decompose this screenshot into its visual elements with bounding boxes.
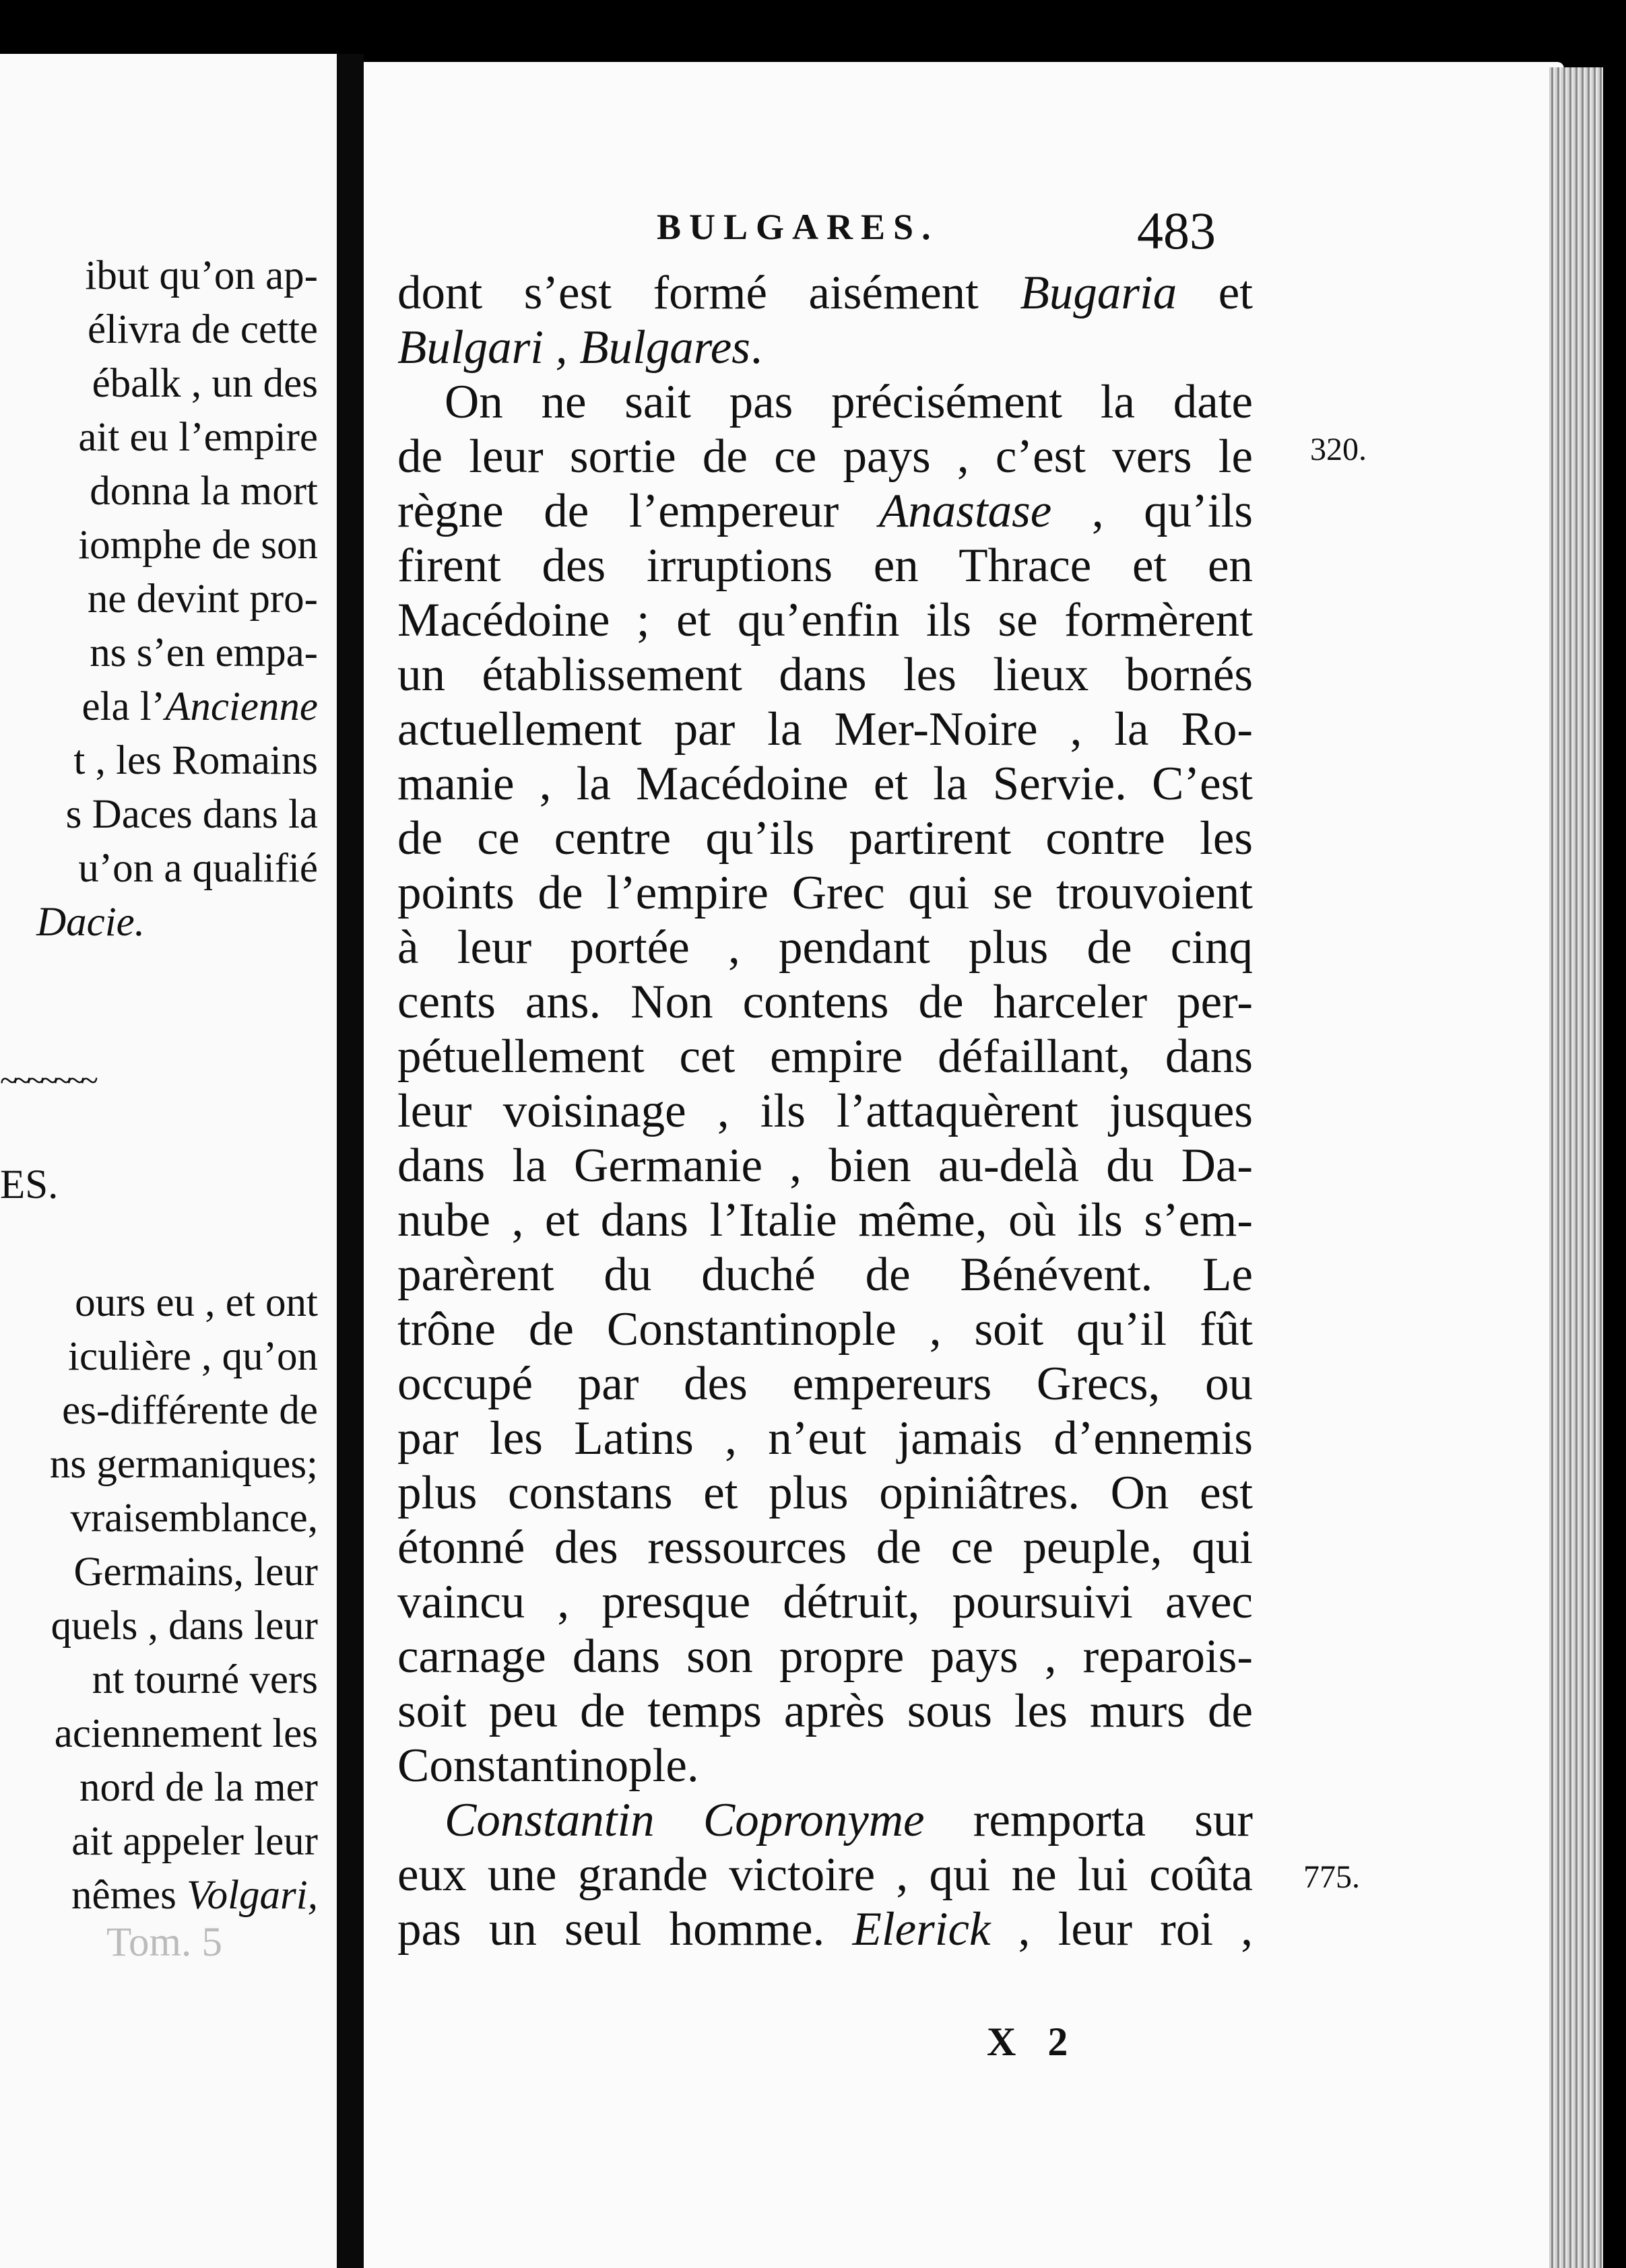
text-line: occupé par des empereurs Grecs, ou <box>397 1358 1253 1410</box>
text-line: par les Latins , n’eut jamais d’ennemis <box>397 1412 1253 1465</box>
left-page-line: ne devint pro- <box>87 576 318 622</box>
text-line: trône de Constantinople , soit qu’il fût <box>397 1303 1253 1356</box>
left-page-line: nord de la mer <box>79 1765 318 1810</box>
signature-mark: X 2 <box>987 2020 1079 2064</box>
text-line: étonné des ressources de ce peuple, qui <box>397 1521 1253 1574</box>
text-line: à leur portée , pendant plus de cinq <box>397 921 1253 974</box>
text-line: cents ans. Non contens de harceler per- <box>397 976 1253 1028</box>
left-page-line: nêmes Volgari, <box>71 1873 318 1918</box>
italic-name: Elerick <box>852 1903 991 1956</box>
left-page-line: ns s’en empa- <box>90 630 318 675</box>
left-page-line: quels , dans leur <box>51 1603 318 1648</box>
left-page-line: ibut qu’on ap- <box>85 253 318 298</box>
italic-name: Bulgari , Bulgares <box>397 321 750 374</box>
page-number: 483 <box>1137 201 1216 260</box>
left-page-line: nt tourné vers <box>92 1657 318 1702</box>
margin-note-date: 320. <box>1310 432 1367 467</box>
margin-note-date: 775. <box>1303 1859 1360 1895</box>
left-page-line: ait eu l’empire <box>78 415 318 460</box>
left-page-line: Germains, leur <box>73 1549 318 1595</box>
text-line: Macédoine ; et qu’enfin ils se formèrent <box>397 594 1253 646</box>
text-line: un établissement dans les lieux bornés <box>397 648 1253 701</box>
left-page <box>0 54 337 2268</box>
text-line: dont s’est formé aisément Bugaria et <box>397 267 1253 319</box>
left-page-line: donna la mort <box>90 469 318 514</box>
left-page-line: ait appeler leur <box>71 1819 318 1864</box>
left-page-line: iculière , qu’on <box>68 1334 318 1379</box>
left-page-line: Dacie. <box>36 900 145 945</box>
left-page-line: es-différente de <box>62 1388 318 1433</box>
text-line: de leur sortie de ce pays , c’est vers le <box>397 430 1253 483</box>
left-page-line: s Daces dans la <box>65 792 318 837</box>
body-text <box>397 266 1253 1957</box>
left-page-line: t , les Romains <box>73 738 318 783</box>
text-line: leur voisinage , ils l’attaquèrent jusques <box>397 1085 1253 1137</box>
italic-name: Bugaria <box>1020 267 1177 319</box>
text-line: actuellement par la Mer-Noire , la Ro- <box>397 703 1253 756</box>
text-line: On ne sait pas précisément la date <box>445 376 1253 428</box>
running-head: BULGARES. <box>657 207 939 247</box>
text-line: règne de l’empereur Anastase , qu’ils <box>397 485 1254 537</box>
text-line: manie , la Macédoine et la Servie. C’est <box>397 758 1253 810</box>
text-line: Bulgari , Bulgares. <box>397 321 762 374</box>
left-page-line: ns germaniques; <box>49 1442 318 1487</box>
left-page-line: u’on a qualifié <box>78 846 318 891</box>
text-line: plus constans et plus opiniâtres. On est <box>397 1467 1253 1519</box>
left-page-line: iomphe de son <box>78 523 318 568</box>
left-page-line: ours eu , et ont <box>75 1280 318 1325</box>
text-line: de ce centre qu’ils partirent contre les <box>397 812 1253 865</box>
italic-name: Anastase <box>878 485 1052 537</box>
text-line: carnage dans son propre pays , reparois- <box>397 1630 1253 1683</box>
left-page-line: vraisemblance, <box>70 1496 318 1541</box>
italic-name: Constantin Copronyme <box>445 1794 925 1846</box>
left-page-line: aciennement les <box>54 1711 318 1756</box>
page-edge <box>1549 67 1603 2268</box>
text-line: points de l’empire Grec qui se trouvoient <box>397 867 1253 919</box>
text-line: eux une grande victoire , qui ne lui coûta <box>397 1848 1253 1901</box>
text-line: soit peu de temps après sous les murs de <box>397 1685 1253 1737</box>
left-page-line: élivra de cette <box>87 307 318 352</box>
text-line: vaincu , presque détruit, poursuivi avec <box>397 1576 1253 1628</box>
text-line: Constantin Copronyme remporta sur <box>445 1794 1253 1846</box>
text-line: pétuellement cet empire défaillant, dans <box>397 1030 1253 1083</box>
text-line: dans la Germanie , bien au-delà du Da- <box>397 1139 1253 1192</box>
text-line: parèrent du duché de Bénévent. Le <box>397 1248 1253 1301</box>
ornament-divider: ~~~~~~~ <box>0 1063 94 1098</box>
left-page-line: ébalk , un des <box>92 361 318 406</box>
left-footer-faded: Tom. 5 <box>106 1920 222 1965</box>
text-line: pas un seul homme. Elerick , leur roi , <box>397 1903 1253 1956</box>
text-line: Constantinople. <box>397 1739 699 1792</box>
book-gutter <box>337 54 364 2268</box>
left-page-line: ela l’Ancienne <box>82 684 318 729</box>
text-line: firent des irruptions en Thrace et en <box>397 539 1253 592</box>
left-section-heading: ES. <box>0 1162 59 1207</box>
text-line: nube , et dans l’Italie même, où ils s’em- <box>397 1194 1253 1246</box>
